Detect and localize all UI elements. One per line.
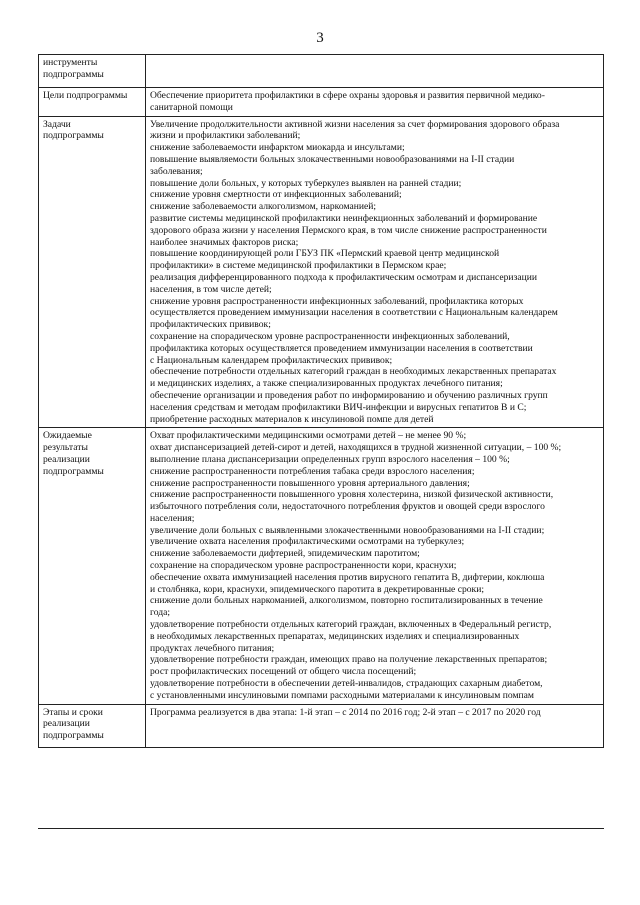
- tasks-label-cell: [39, 116, 146, 428]
- tasks-text-line: обеспечение организации и проведения работ по информированию и обучению различных групп: [150, 389, 548, 401]
- tasks-text-line: заболевания;: [150, 165, 203, 177]
- tasks-text-line: населения средствам и методам профилактики ВИЧ-инфекции и вирусных гепатитов В и С;: [150, 401, 527, 413]
- tasks-text-line: наиболее значимых факторов риска;: [150, 236, 299, 248]
- goals-text-line: Обеспечение приоритета профилактики в сфере охраны здоровья и развития первичной медико-: [150, 90, 545, 101]
- goals-label-line: Цели подпрограммы: [43, 90, 128, 101]
- table-row-tasks: [39, 116, 604, 428]
- results-label-line: подпрограммы: [43, 465, 104, 477]
- results-text-line: удовлетворение потребности отдельных категорий граждан, включенных в Федеральный регистр,: [150, 619, 552, 631]
- stages-label-line: Этапы и сроки: [43, 706, 103, 718]
- stages-label-line: подпрограммы: [43, 730, 104, 742]
- tasks-text-line: и медицинских изделиях, а также специализированных продуктах лечебного питания;: [150, 378, 503, 390]
- results-label-line: Ожидаемые: [43, 430, 92, 442]
- tasks-text-line: осуществляется проведением иммунизации населения в соответствии с Национальным календарем: [150, 307, 558, 319]
- subprogram-passport-table: [38, 54, 604, 748]
- tasks-text-line: повышение выявляемости больных злокачественными новообразованиями на I-II стадии: [150, 153, 515, 165]
- tasks-text-line: развитие системы медицинской профилактики неинфекционных заболеваний и формирование: [150, 212, 538, 224]
- results-text-line: снижение распространенности потребления табака среди взрослого населения;: [150, 465, 475, 477]
- tasks-text-line: снижение заболеваемости инфарктом миокарда и инсультами;: [150, 142, 405, 154]
- results-text-line: увеличение доли больных с выявленными злокачественными новообразованиями на I-II стадии;: [150, 524, 545, 536]
- tasks-text-line: профилактики» в системе медицинской профилактики в Пермском крае;: [150, 260, 447, 272]
- tools-label-line: инструменты: [43, 57, 98, 68]
- results-label-line: реализации: [43, 453, 90, 465]
- results-text-line: продуктах лечебного питания;: [150, 642, 275, 654]
- tasks-text-line: здорового образа жизни у населения Пермского края, в том числе снижение распространенности: [150, 224, 547, 236]
- results-text-line: населения;: [150, 512, 195, 524]
- tasks-text-line: Увеличение продолжительности активной жизни населения за счет формирования здорового образа: [150, 118, 560, 130]
- results-text-line: с установленными инсулиновыми помпами расходными материалами к инсулиновым помпам: [150, 689, 535, 701]
- tasks-text-line: реализация дифференцированного подхода к профилактическим осмотрам и диспансеризации: [150, 271, 538, 283]
- results-text-line: увеличение охвата населения профилактическими осмотрами на туберкулез;: [150, 536, 465, 548]
- stages-content-cell: [146, 704, 604, 747]
- tasks-text-line: повышение координирующей роли ГБУЗ ПК «Пермский краевой центр медицинской: [150, 248, 500, 260]
- tasks-text-line: снижение заболеваемости алкоголизмом, наркоманией;: [150, 201, 377, 213]
- results-text-line: избыточного потребления соли, недостаточного потребления фруктов и овощей среди взрослого: [150, 501, 545, 513]
- table-row-results: [39, 428, 604, 704]
- tools-label-cell: [39, 55, 146, 88]
- tasks-text-line: повышение доли больных, у которых туберкулез выявлен на ранней стадии;: [150, 177, 462, 189]
- tasks-label-line: Задачи: [43, 118, 71, 130]
- results-text-line: снижение заболеваемости дифтерией, эпидемическим паротитом;: [150, 548, 420, 560]
- results-text-line: обеспечение охвата иммунизацией населения против вирусного гепатита В, дифтерии, коклюша: [150, 571, 545, 583]
- tasks-text-line: профилактических прививок;: [150, 319, 271, 331]
- tasks-label-line: подпрограммы: [43, 130, 104, 142]
- tasks-text-line: с Национальным календарем профилактических прививок;: [150, 354, 393, 366]
- tasks-text-line: профилактика которых осуществляется проведением иммунизации населения в соответствии: [150, 342, 533, 354]
- results-text-line: сохранение на спорадическом уровне распространенности кори, краснухи;: [150, 560, 457, 572]
- results-text-line: года;: [150, 607, 171, 619]
- results-text-line: снижение доли больных наркоманией, алкоголизмом, повторно госпитализированных в течение: [150, 595, 543, 607]
- tasks-content-cell: [146, 116, 604, 428]
- tools-content-cell: [146, 55, 604, 88]
- goals-label-cell: [39, 88, 146, 117]
- results-text-line: удовлетворение потребности граждан, имеющих право на получение лекарственных препаратов;: [150, 654, 548, 666]
- results-text-line: снижение распространенности повышенного уровня артериального давления;: [150, 477, 470, 489]
- bottom-rule: [38, 828, 604, 829]
- stages-text-line: Программа реализуется в два этапа: 1-й этап – с 2014 по 2016 год; 2-й этап – с 2017 по 2020 год: [150, 706, 541, 718]
- results-text-line: и столбняка, кори, краснухи, эпидемического паротита в декретированные сроки;: [150, 583, 485, 595]
- page-number: 3: [316, 30, 324, 46]
- table-row-tools: [39, 55, 604, 88]
- results-label-line: результаты: [43, 442, 88, 454]
- goals-text-line: санитарной помощи: [150, 101, 233, 113]
- table-row-stages: [39, 704, 604, 747]
- tasks-text-line: приобретение расходных материалов к инсулиновой помпе для детей: [150, 413, 434, 425]
- tasks-text-line: населения, в том числе детей;: [150, 283, 272, 295]
- stages-label-line: реализации: [43, 718, 90, 730]
- results-text-line: рост профилактических посещений от общего числа посещений;: [150, 666, 417, 678]
- stages-label-cell: [39, 704, 146, 747]
- goals-content-cell: [146, 88, 604, 117]
- tasks-text-line: снижение уровня распространенности инфекционных заболеваний, профилактика которых: [150, 295, 524, 307]
- results-text-line: снижение распространенности повышенного уровня холестерина, низкой физической активности,: [150, 489, 554, 501]
- results-content-cell: [146, 428, 604, 704]
- tasks-text-line: сохранение на спорадическом уровне распространенности инфекционных заболеваний,: [150, 330, 510, 342]
- results-text-line: охват диспансеризацией детей-сирот и детей, находящихся в трудной жизненной ситуации, – 100 %;: [150, 442, 562, 454]
- tasks-text-line: обеспечение потребности отдельных категорий граждан в необходимых лекарственных препаратах: [150, 366, 557, 378]
- tasks-text-line: жизни и профилактики заболеваний;: [150, 130, 301, 142]
- tools-label-line: подпрограммы: [43, 68, 104, 80]
- results-text-line: Охват профилактическими медицинскими осмотрами детей – не менее 90 %;: [150, 430, 467, 442]
- results-text-line: выполнение плана диспансеризации определенных групп взрослого населения – 100 %;: [150, 453, 510, 465]
- results-label-cell: [39, 428, 146, 704]
- results-text-line: в необходимых лекарственных препаратах, медицинских изделиях и специализированных: [150, 630, 520, 642]
- table-row-goals: [39, 88, 604, 117]
- tasks-text-line: снижение уровня смертности от инфекционных заболеваний;: [150, 189, 402, 201]
- results-text-line: удовлетворение потребности в обеспечении детей-инвалидов, страдающих сахарным диабетом,: [150, 678, 543, 690]
